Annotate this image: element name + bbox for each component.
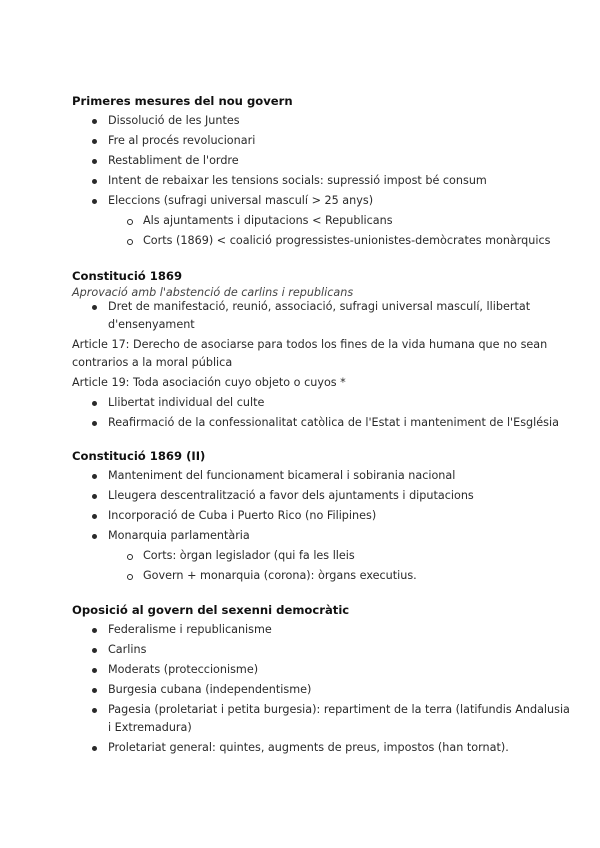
sub-bullet-icon <box>127 554 133 560</box>
list-item: Monarquia parlamentària <box>108 529 250 542</box>
bullet-icon <box>92 159 97 164</box>
bullet-icon <box>92 708 97 713</box>
bullet-icon <box>92 688 97 693</box>
bullet-icon <box>92 401 97 406</box>
list-item: Federalisme i republicanisme <box>108 623 272 636</box>
sub-bullet-icon <box>127 219 133 225</box>
sub-list-item: Als ajuntaments i diputacions < Republicans <box>143 214 393 227</box>
section-title: Primeres mesures del nou govern <box>72 94 293 108</box>
section-subtitle: Aprovació amb l'abstenció de carlins i republicans <box>72 286 354 299</box>
list-item: Carlins <box>108 643 147 656</box>
article-text: Article 17: Derecho de asociarse para todos los fines de la vida humana que no sean <box>72 338 548 351</box>
list-item: Moderats (proteccionisme) <box>108 663 259 676</box>
bullet-icon <box>92 474 97 479</box>
list-item: Lleugera descentralització a favor dels ajuntaments i diputacions <box>108 489 474 502</box>
list-item: Dissolució de les Juntes <box>108 114 240 127</box>
sub-list-item: Corts: òrgan legislador (qui fa les lleis <box>143 549 355 562</box>
bullet-icon <box>92 514 97 519</box>
bullet-icon <box>92 139 97 144</box>
article-text: Article 19: Toda asociación cuyo objeto o cuyos * <box>72 376 346 389</box>
section-title: Oposició al govern del sexenni democràtic <box>72 603 350 617</box>
bullet-icon <box>92 746 97 751</box>
list-item: Fre al procés revolucionari <box>108 134 256 147</box>
bullet-icon <box>92 648 97 653</box>
list-item: Manteniment del funcionament bicameral i sobirania nacional <box>108 469 456 482</box>
section-title: Constitució 1869 <box>72 269 183 283</box>
bullet-icon <box>92 668 97 673</box>
list-item-continuation: d'ensenyament <box>108 318 195 331</box>
list-item: Restabliment de l'ordre <box>108 154 239 167</box>
list-item: Incorporació de Cuba i Puerto Rico (no Filipines) <box>108 509 377 522</box>
bullet-icon <box>92 494 97 499</box>
sub-list-item: Govern + monarquia (corona): òrgans executius. <box>143 569 417 582</box>
sub-bullet-icon <box>127 239 133 245</box>
bullet-icon <box>92 421 97 426</box>
list-item: Llibertat individual del culte <box>108 396 265 409</box>
bullet-icon <box>92 305 97 310</box>
list-item: Burgesia cubana (independentisme) <box>108 683 312 696</box>
bullet-icon <box>92 179 97 184</box>
list-item: Intent de rebaixar les tensions socials: supressió impost bé consum <box>108 174 487 187</box>
sub-list-item: Corts (1869) < coalició progressistes-unionistes-demòcrates monàrquics <box>143 234 551 247</box>
bullet-icon <box>92 199 97 204</box>
list-item-continuation: i Extremadura) <box>108 721 192 734</box>
bullet-icon <box>92 119 97 124</box>
list-item: Proletariat general: quintes, augments de preus, impostos (han tornat). <box>108 741 509 754</box>
section-title: Constitució 1869 (II) <box>72 449 206 463</box>
list-item: Pagesia (proletariat i petita burgesia): repartiment de la terra (latifundis Andalusia <box>108 703 570 716</box>
bullet-icon <box>92 628 97 633</box>
article-text-continuation: contrarios a la moral pública <box>72 356 233 369</box>
bullet-icon <box>92 534 97 539</box>
list-item: Reafirmació de la confessionalitat catòlica de l'Estat i manteniment de l'Església <box>108 416 559 429</box>
sub-bullet-icon <box>127 574 133 580</box>
list-item: Eleccions (sufragi universal masculí > 25 anys) <box>108 194 374 207</box>
list-item: Dret de manifestació, reunió, associació, sufragi universal masculí, llibertat <box>108 300 531 313</box>
